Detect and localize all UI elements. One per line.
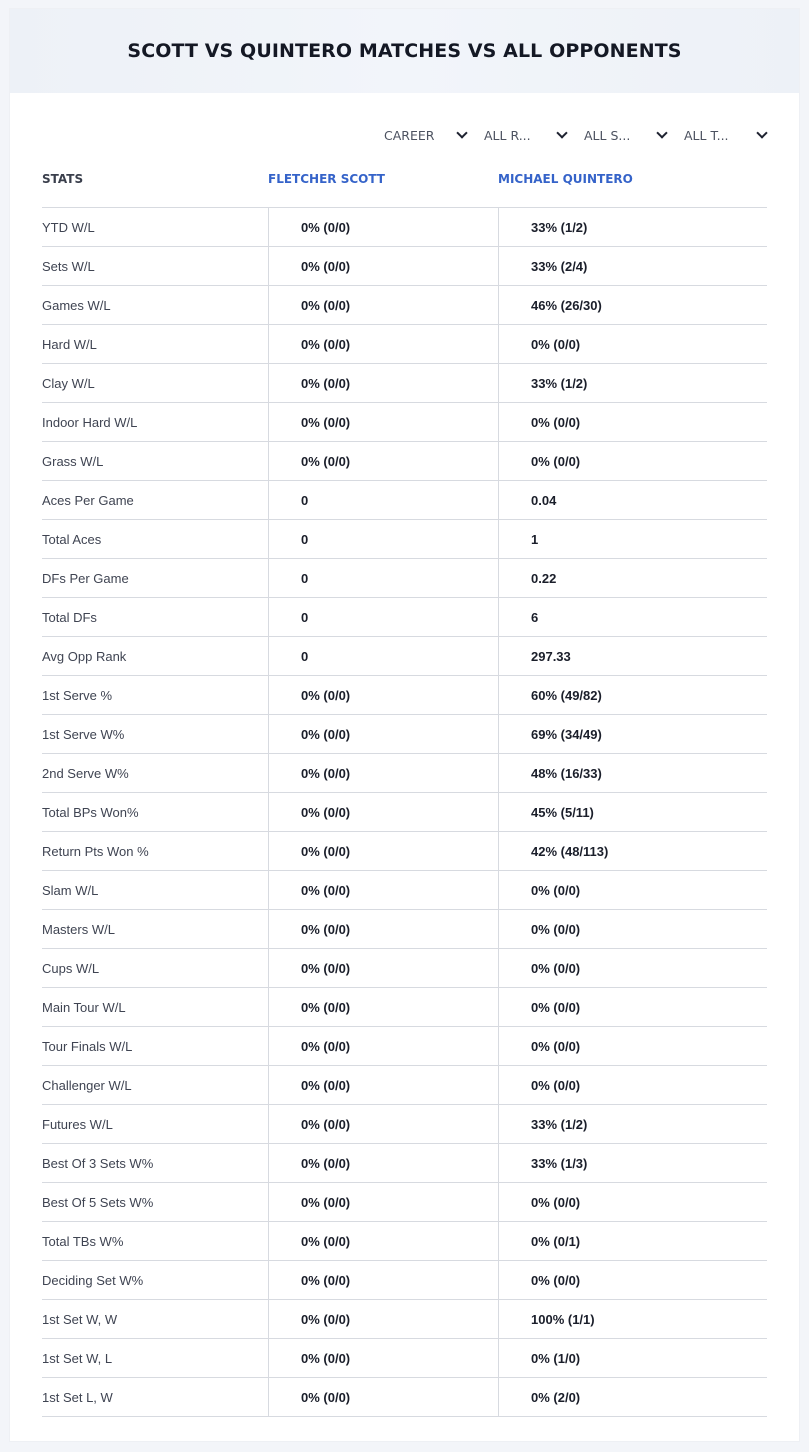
surface-select[interactable] [582, 123, 682, 147]
stat-label: Total DFs [42, 609, 97, 625]
player1-value: 0% (0/0) [268, 1027, 498, 1065]
player2-value: 0% (0/0) [498, 988, 767, 1026]
table-row [42, 1222, 767, 1261]
player2-value: 0% (2/0) [498, 1378, 767, 1416]
table-row [42, 325, 767, 364]
tournament-select-value: ALL T... [684, 127, 729, 143]
player1-value: 0% (0/0) [268, 871, 498, 909]
period-select[interactable] [382, 123, 482, 147]
player2-value: 69% (34/49) [498, 715, 767, 753]
player1-value: 0% (0/0) [268, 1339, 498, 1377]
stat-label: Clay W/L [42, 375, 95, 391]
player2-value: 297.33 [498, 637, 767, 675]
player1-value: 0% (0/0) [268, 1378, 498, 1416]
table-row [42, 481, 767, 520]
player2-value: 0.04 [498, 481, 767, 519]
round-select[interactable] [482, 123, 582, 147]
player2-value: 0% (0/0) [498, 1066, 767, 1104]
player2-value: 0% (0/1) [498, 1222, 767, 1260]
stat-label: Aces Per Game [42, 492, 134, 508]
period-select-value: CAREER [384, 127, 435, 143]
player1-value: 0% (0/0) [268, 247, 498, 285]
player2-value: 0% (0/0) [498, 871, 767, 909]
page-title: SCOTT VS QUINTERO MATCHES VS ALL OPPONENTS [127, 40, 682, 62]
player2-value: 0% (0/0) [498, 442, 767, 480]
stat-label: Return Pts Won % [42, 843, 149, 859]
table-row [42, 832, 767, 871]
table-row [42, 1378, 767, 1417]
stat-label: Total TBs W% [42, 1233, 124, 1249]
chevron-down-icon [656, 127, 667, 138]
player1-value: 0% (0/0) [268, 676, 498, 714]
player1-value: 0% (0/0) [268, 403, 498, 441]
player1-value: 0 [268, 598, 498, 636]
table-row [42, 637, 767, 676]
table-row [42, 676, 767, 715]
table-row [42, 715, 767, 754]
player1-value: 0% (0/0) [268, 1066, 498, 1104]
table-row [42, 949, 767, 988]
player1-value: 0% (0/0) [268, 793, 498, 831]
stat-label: Tour Finals W/L [42, 1038, 133, 1054]
player2-value: 42% (48/113) [498, 832, 767, 870]
player1-value: 0% (0/0) [268, 988, 498, 1026]
player1-value: 0% (0/0) [268, 1261, 498, 1299]
table-row [42, 871, 767, 910]
player1-value: 0 [268, 559, 498, 597]
stat-label: Total Aces [42, 531, 102, 547]
filter-bar [382, 123, 782, 147]
column-header-stats: STATS [42, 172, 84, 186]
player1-value: 0% (0/0) [268, 208, 498, 246]
player2-value: 33% (2/4) [498, 247, 767, 285]
stat-label: 1st Serve W% [42, 726, 125, 742]
table-row [42, 403, 767, 442]
table-row [42, 442, 767, 481]
player2-value: 33% (1/2) [498, 1105, 767, 1143]
player1-value: 0% (0/0) [268, 1222, 498, 1260]
table-row [42, 1066, 767, 1105]
stat-label: Indoor Hard W/L [42, 414, 138, 430]
table-row [42, 208, 767, 247]
player2-value: 46% (26/30) [498, 286, 767, 324]
stat-label: 1st Set W, W [42, 1311, 118, 1327]
stat-label: Hard W/L [42, 336, 97, 352]
table-row [42, 754, 767, 793]
stat-label: Cups W/L [42, 960, 100, 976]
player2-value: 0% (0/0) [498, 910, 767, 948]
table-row [42, 1300, 767, 1339]
stat-label: Main Tour W/L [42, 999, 126, 1015]
tournament-select[interactable] [682, 123, 782, 147]
table-row [42, 364, 767, 403]
player2-value: 0% (0/0) [498, 1183, 767, 1221]
card-header [10, 9, 799, 93]
table-row [42, 1183, 767, 1222]
table-row [42, 559, 767, 598]
column-header-player2-link[interactable]: MICHAEL QUINTERO [498, 172, 633, 186]
player1-value: 0% (0/0) [268, 442, 498, 480]
stat-label: Total BPs Won% [42, 804, 139, 820]
stat-label: Futures W/L [42, 1116, 113, 1132]
table-row [42, 1261, 767, 1300]
player2-value: 60% (49/82) [498, 676, 767, 714]
player2-value: 1 [498, 520, 767, 558]
stat-label: 2nd Serve W% [42, 765, 129, 781]
player2-value: 0% (1/0) [498, 1339, 767, 1377]
player2-value: 0% (0/0) [498, 1027, 767, 1065]
player1-value: 0 [268, 637, 498, 675]
table-row [42, 286, 767, 325]
player1-value: 0% (0/0) [268, 754, 498, 792]
player1-value: 0% (0/0) [268, 1144, 498, 1182]
player1-value: 0% (0/0) [268, 1105, 498, 1143]
chevron-down-icon [456, 127, 467, 138]
table-row [42, 1027, 767, 1066]
player2-value: 33% (1/2) [498, 364, 767, 402]
column-header-player1-link[interactable]: FLETCHER SCOTT [268, 172, 385, 186]
player2-value: 0% (0/0) [498, 949, 767, 987]
stat-label: DFs Per Game [42, 570, 129, 586]
table-row [42, 793, 767, 832]
player2-value: 33% (1/3) [498, 1144, 767, 1182]
stat-label: Best Of 5 Sets W% [42, 1194, 154, 1210]
stat-label: Masters W/L [42, 921, 115, 937]
table-row [42, 1339, 767, 1378]
table-header [42, 169, 767, 207]
player2-value: 45% (5/11) [498, 793, 767, 831]
table-row [42, 1144, 767, 1183]
stat-label: Best Of 3 Sets W% [42, 1155, 154, 1171]
stat-label: Games W/L [42, 297, 111, 313]
stat-label: Avg Opp Rank [42, 648, 127, 664]
stats-table [42, 207, 767, 1417]
chevron-down-icon [556, 127, 567, 138]
surface-select-value: ALL S... [584, 127, 631, 143]
table-row [42, 598, 767, 637]
player2-value: 33% (1/2) [498, 208, 767, 246]
stat-label: Deciding Set W% [42, 1272, 144, 1288]
round-select-value: ALL R... [484, 127, 531, 143]
player1-value: 0% (0/0) [268, 364, 498, 402]
player2-value: 0.22 [498, 559, 767, 597]
player1-value: 0% (0/0) [268, 910, 498, 948]
stat-label: Sets W/L [42, 258, 95, 274]
player2-value: 0% (0/0) [498, 325, 767, 363]
player2-value: 0% (0/0) [498, 403, 767, 441]
stat-label: 1st Set W, L [42, 1350, 113, 1366]
player2-value: 6 [498, 598, 767, 636]
stat-label: 1st Set L, W [42, 1389, 113, 1405]
chevron-down-icon [756, 127, 767, 138]
stat-label: Challenger W/L [42, 1077, 132, 1093]
player2-value: 48% (16/33) [498, 754, 767, 792]
stat-label: YTD W/L [42, 219, 95, 235]
stats-card [10, 9, 799, 1441]
stat-label: Slam W/L [42, 882, 99, 898]
player2-value: 0% (0/0) [498, 1261, 767, 1299]
player1-value: 0 [268, 520, 498, 558]
table-row [42, 910, 767, 949]
player1-value: 0% (0/0) [268, 286, 498, 324]
table-row [42, 247, 767, 286]
player1-value: 0% (0/0) [268, 1300, 498, 1338]
table-row [42, 1105, 767, 1144]
player1-value: 0% (0/0) [268, 325, 498, 363]
player1-value: 0% (0/0) [268, 1183, 498, 1221]
player2-value: 100% (1/1) [498, 1300, 767, 1338]
table-row [42, 520, 767, 559]
player1-value: 0% (0/0) [268, 949, 498, 987]
stat-label: Grass W/L [42, 453, 104, 469]
player1-value: 0% (0/0) [268, 715, 498, 753]
stat-label: 1st Serve % [42, 687, 113, 703]
player1-value: 0 [268, 481, 498, 519]
table-row [42, 988, 767, 1027]
player1-value: 0% (0/0) [268, 832, 498, 870]
